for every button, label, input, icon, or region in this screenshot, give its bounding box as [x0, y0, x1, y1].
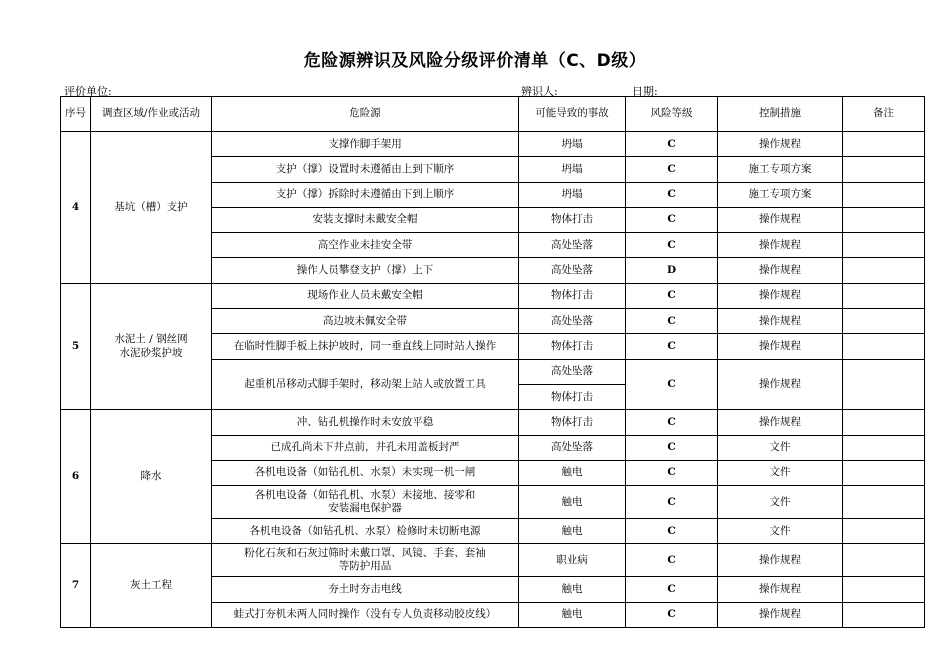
- control-cell: 操作规程: [718, 309, 843, 334]
- header-control: 控制措施: [718, 97, 843, 132]
- hazard-cell: 起重机吊移动式脚手架时，移动架上站人或放置工具: [212, 359, 519, 410]
- accident-cell: 物体打击: [519, 334, 626, 359]
- header-hazard: 危险源: [212, 97, 519, 132]
- note-cell: [843, 233, 925, 258]
- risk-level-cell: C: [626, 283, 718, 308]
- control-cell: 操作规程: [718, 334, 843, 359]
- accident-cell: 物体打击: [519, 384, 626, 409]
- accident-cell: 职业病: [519, 544, 626, 577]
- accident-cell: 坍塌: [519, 157, 626, 182]
- control-cell: 操作规程: [718, 410, 843, 435]
- note-cell: [843, 519, 925, 544]
- accident-cell: 触电: [519, 486, 626, 519]
- risk-level-cell: D: [626, 258, 718, 283]
- control-cell: 操作规程: [718, 233, 843, 258]
- note-cell: [843, 309, 925, 334]
- group-number: 7: [61, 544, 91, 628]
- hazard-cell: 各机电设备（如钻孔机、水泵）未实现一机一闸: [212, 460, 519, 485]
- table-row: [61, 132, 925, 157]
- risk-level-cell: C: [626, 577, 718, 602]
- accident-cell: 坍塌: [519, 132, 626, 157]
- control-cell: 施工专项方案: [718, 157, 843, 182]
- note-cell: [843, 544, 925, 577]
- note-cell: [843, 334, 925, 359]
- group-area: 灰土工程: [91, 544, 212, 628]
- note-cell: [843, 410, 925, 435]
- note-cell: [843, 435, 925, 460]
- header-area: 调查区域/作业或活动: [91, 97, 212, 132]
- risk-level-cell: C: [626, 132, 718, 157]
- accident-cell: 高处坠落: [519, 435, 626, 460]
- accident-cell: 高处坠落: [519, 359, 626, 384]
- hazard-table: [60, 96, 925, 628]
- risk-level-cell: C: [626, 460, 718, 485]
- control-cell: 操作规程: [718, 258, 843, 283]
- hazard-cell: 支护（撑）拆除时未遵循由下到上顺序: [212, 182, 519, 207]
- risk-level-cell: C: [626, 544, 718, 577]
- accident-cell: 触电: [519, 460, 626, 485]
- hazard-cell: 各机电设备（如钻孔机、水泵）检修时未切断电源: [212, 519, 519, 544]
- risk-level-cell: C: [626, 182, 718, 207]
- hazard-cell: 在临时性脚手板上抹护坡时，同一垂直线上同时站人操作: [212, 334, 519, 359]
- accident-cell: 高处坠落: [519, 258, 626, 283]
- note-cell: [843, 207, 925, 232]
- control-cell: 施工专项方案: [718, 182, 843, 207]
- hazard-cell: 各机电设备（如钻孔机、水泵）未接地、接零和 安装漏电保护器: [212, 486, 519, 519]
- risk-level-cell: C: [626, 157, 718, 182]
- control-cell: 操作规程: [718, 132, 843, 157]
- note-cell: [843, 283, 925, 308]
- accident-cell: 坍塌: [519, 182, 626, 207]
- risk-level-cell: C: [626, 334, 718, 359]
- group-number: 4: [61, 132, 91, 284]
- control-cell: 文件: [718, 519, 843, 544]
- accident-cell: 物体打击: [519, 207, 626, 232]
- table-row: [61, 410, 925, 435]
- hazard-cell: 已成孔尚未下井点前，井孔未用盖板封严: [212, 435, 519, 460]
- hazard-cell: 冲、钻孔机操作时未安放平稳: [212, 410, 519, 435]
- hazard-cell: 现场作业人员未戴安全帽: [212, 283, 519, 308]
- hazard-cell: 安装支撑时未戴安全帽: [212, 207, 519, 232]
- table-body: [61, 132, 925, 628]
- note-cell: [843, 460, 925, 485]
- accident-cell: 物体打击: [519, 410, 626, 435]
- control-cell: 文件: [718, 486, 843, 519]
- note-cell: [843, 359, 925, 410]
- group-number: 6: [61, 410, 91, 544]
- group-area: 基坑（槽）支护: [91, 132, 212, 284]
- group-number: 5: [61, 283, 91, 409]
- accident-cell: 物体打击: [519, 283, 626, 308]
- control-cell: 操作规程: [718, 577, 843, 602]
- hazard-cell: 高边坡未佩安全带: [212, 309, 519, 334]
- note-cell: [843, 182, 925, 207]
- risk-level-cell: C: [626, 602, 718, 627]
- risk-level-cell: C: [626, 233, 718, 258]
- note-cell: [843, 602, 925, 627]
- hazard-cell: 支撑作脚手架用: [212, 132, 519, 157]
- hazard-cell: 粉化石灰和石灰过筛时未戴口罩、风镜、手套、套袖 等防护用品: [212, 544, 519, 577]
- accident-cell: 高处坠落: [519, 309, 626, 334]
- hazard-cell: 高空作业未挂安全带: [212, 233, 519, 258]
- note-cell: [843, 157, 925, 182]
- risk-level-cell: C: [626, 486, 718, 519]
- control-cell: 操作规程: [718, 283, 843, 308]
- note-cell: [843, 486, 925, 519]
- page-title: 危险源辨识及风险分级评价清单（C、D级）: [303, 51, 647, 71]
- hazard-cell: 夯土时夯击电线: [212, 577, 519, 602]
- accident-cell: 高处坠落: [519, 233, 626, 258]
- note-cell: [843, 577, 925, 602]
- accident-cell: 触电: [519, 602, 626, 627]
- hazard-cell: 支护（撑）设置时未遵循由上到下顺序: [212, 157, 519, 182]
- header-accident: 可能导致的事故: [519, 97, 626, 132]
- header-risk-level: 风险等级: [626, 97, 718, 132]
- risk-level-cell: C: [626, 309, 718, 334]
- control-cell: 文件: [718, 460, 843, 485]
- accident-cell: 触电: [519, 577, 626, 602]
- risk-level-cell: C: [626, 435, 718, 460]
- note-cell: [843, 258, 925, 283]
- control-cell: 操作规程: [718, 602, 843, 627]
- evaluation-unit-label: 评价单位:: [64, 85, 112, 98]
- hazard-cell: 蛙式打夯机未两人同时操作（没有专人负责移动胶皮线）: [212, 602, 519, 627]
- date-label: 日期:: [632, 85, 658, 98]
- control-cell: 操作规程: [718, 207, 843, 232]
- accident-cell: 触电: [519, 519, 626, 544]
- risk-level-cell: C: [626, 359, 718, 410]
- table-row: [61, 283, 925, 308]
- risk-level-cell: C: [626, 410, 718, 435]
- risk-level-cell: C: [626, 207, 718, 232]
- header-row: [61, 97, 925, 132]
- control-cell: 操作规程: [718, 544, 843, 577]
- group-area: 降水: [91, 410, 212, 544]
- control-cell: 文件: [718, 435, 843, 460]
- header-no: 序号: [61, 97, 91, 132]
- control-cell: 操作规程: [718, 359, 843, 410]
- header-note: 备注: [843, 97, 925, 132]
- table-row: [61, 544, 925, 577]
- hazard-cell: 操作人员攀登支护（撑）上下: [212, 258, 519, 283]
- identifier-label: 辨识人:: [521, 85, 558, 98]
- note-cell: [843, 132, 925, 157]
- group-area: 水泥土 / 钢丝网 水泥砂浆护坡: [91, 283, 212, 409]
- risk-level-cell: C: [626, 519, 718, 544]
